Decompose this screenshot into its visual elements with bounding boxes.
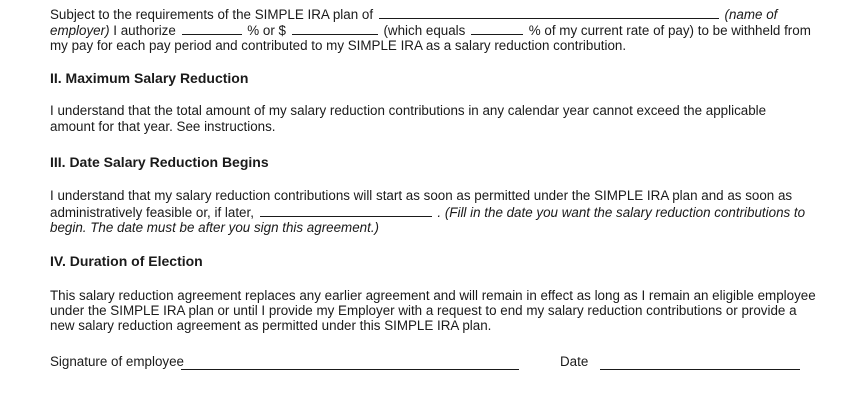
section-heading-max-salary: II. Maximum Salary Reduction <box>50 70 249 86</box>
section-heading-duration: IV. Duration of Election <box>50 253 203 269</box>
intro-text: Subject to the requirements of the SIMPLE IRA plan of <box>50 7 374 22</box>
section-heading-date-begins: III. Date Salary Reduction Begins <box>50 154 269 170</box>
section3-line-3: begin. The date must be after you sign this agreement.) <box>50 220 379 235</box>
intro-text: % or $ <box>247 23 286 38</box>
signature-label: Signature of employee <box>50 354 184 369</box>
section4-line-1: This salary reduction agreement replaces any earlier agreement and will remain in effect as long as I remain an eligible employee <box>50 288 816 303</box>
intro-line-1 <box>50 6 777 23</box>
section2-line-2: amount for that year. See instructions. <box>50 119 276 134</box>
intro-text: I authorize <box>113 23 176 38</box>
intro-text: % of my current rate of pay) to be withheld from <box>528 23 811 38</box>
intro-text: employer) <box>50 23 110 38</box>
employer-name-field[interactable] <box>379 6 719 19</box>
signature-date-field[interactable] <box>600 369 800 370</box>
section2-line-1: I understand that the total amount of my salary reduction contributions in any calendar year cannot exceed the applicable <box>50 103 767 118</box>
intro-text: (name of <box>724 7 778 22</box>
equivalent-percent-field[interactable] <box>471 22 523 35</box>
intro-text: (which equals <box>383 23 466 38</box>
dollar-amount-field[interactable] <box>292 22 378 35</box>
section3-text: administratively feasible or, if later, <box>50 205 254 220</box>
section4-line-2: under the SIMPLE IRA plan or until I provide my Employer with a request to end my salary reduction contributions or provide a <box>50 303 797 318</box>
section4-line-3: new salary reduction agreement as permitted under this SIMPLE IRA plan. <box>50 318 492 333</box>
date-label: Date <box>560 354 589 369</box>
section3-line-1: I understand that my salary reduction contributions will start as soon as permitted under the SIMPLE IRA plan and as soon as <box>50 188 793 203</box>
section3-text: . (Fill in the date you want the salary reduction contributions to <box>437 205 806 220</box>
signature-field[interactable] <box>181 369 519 370</box>
section3-line-2 <box>50 204 805 221</box>
intro-line-2 <box>50 22 811 39</box>
intro-line-3: my pay for each pay period and contributed to my SIMPLE IRA as a salary reduction contribution. <box>50 38 627 53</box>
start-date-field[interactable] <box>260 204 432 217</box>
percent-field[interactable] <box>182 22 242 35</box>
